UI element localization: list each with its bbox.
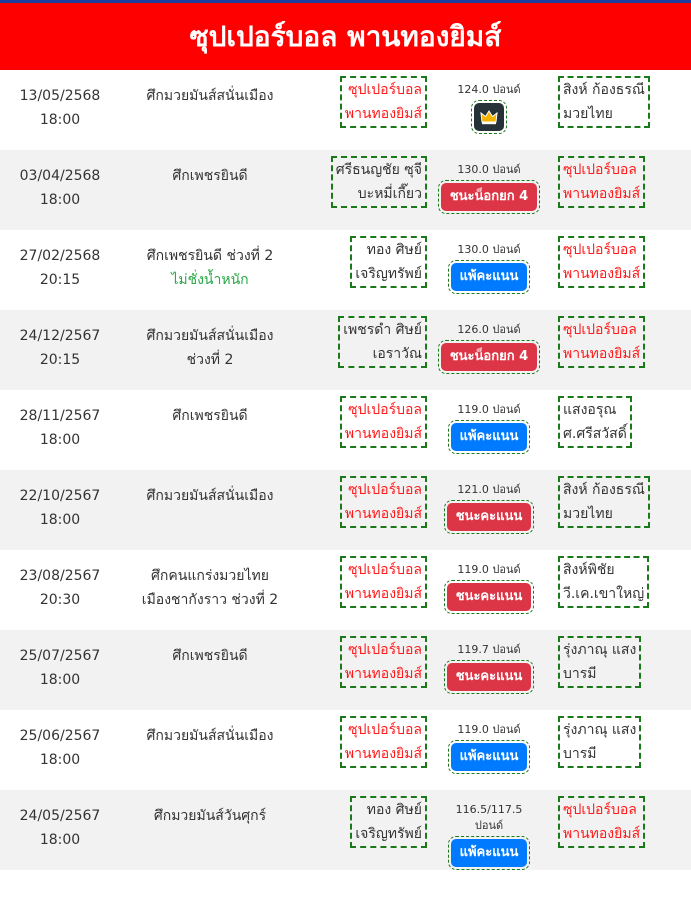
fight-date: 22/10/2567 <box>19 488 101 504</box>
fight-datetime <box>0 244 120 292</box>
fighter-left-text: ซุปเปอร์บอล <box>348 482 422 498</box>
fighter-right-text: แสงอรุณ <box>563 402 617 418</box>
fighter-left-line <box>370 342 425 366</box>
event-title: ศึกมวยมันส์สนั่นเมือง <box>146 88 274 104</box>
fighter-right-text: พานทองยิมส์ <box>563 266 641 282</box>
fighter-left-line <box>342 502 425 526</box>
event-name <box>120 644 300 668</box>
event-title: ศึกเพชรยินดี ช่วงที่ 2 <box>146 248 274 264</box>
fighter-right-line <box>560 478 648 502</box>
fighter-right-line <box>560 398 619 422</box>
fight-date: 25/07/2567 <box>19 648 101 664</box>
fighter-right[interactable] <box>560 558 647 606</box>
fighter-left-text: ซุปเปอร์บอล <box>348 722 422 738</box>
result-badge-frame <box>448 836 531 870</box>
result-badge-frame <box>438 340 540 374</box>
fighter-left-line <box>364 238 425 262</box>
fighter-right-text: วี.เค.เขาใหญ่ <box>563 586 645 602</box>
fight-time: 18:00 <box>39 512 81 528</box>
table-row <box>0 630 691 710</box>
event-name <box>120 404 300 428</box>
table-row <box>0 230 691 310</box>
fighter-right-text: ซุปเปอร์บอล <box>563 802 637 818</box>
table-row <box>0 710 691 790</box>
fighter-right-text: พานทองยิมส์ <box>563 826 641 842</box>
fighter-left[interactable] <box>352 238 425 286</box>
fighter-left[interactable] <box>333 158 425 206</box>
result-badge[interactable]: แพ้คะแนน <box>451 743 528 771</box>
fighter-left-line <box>345 558 425 582</box>
table-row <box>0 550 691 630</box>
fight-datetime <box>0 724 120 772</box>
event-name <box>120 564 300 612</box>
fight-datetime <box>0 164 120 212</box>
fight-result <box>435 802 543 870</box>
fighter-left-line <box>352 262 425 286</box>
fight-time: 18:00 <box>39 832 81 848</box>
fight-result <box>435 242 543 294</box>
event-title: ศึกมวยมันส์สนั่นเมือง <box>146 328 274 344</box>
fighter-right-line <box>560 158 640 182</box>
fighter-right-line <box>560 342 643 366</box>
fighter-left-line <box>340 318 425 342</box>
fight-datetime <box>0 404 120 452</box>
fight-datetime <box>0 484 120 532</box>
fight-datetime <box>0 564 120 612</box>
fighter-right-line <box>560 102 616 126</box>
event-name <box>120 164 300 188</box>
fighter-right[interactable] <box>560 798 643 846</box>
weight-label: 119.7 ปอนด์ <box>457 643 521 656</box>
fighter-right-text: พานทองยิมส์ <box>563 186 641 202</box>
champion-badge[interactable] <box>474 103 504 131</box>
fighter-left-line <box>364 798 425 822</box>
fight-result <box>435 562 543 614</box>
fighter-right[interactable] <box>560 398 630 446</box>
weight-label: 124.0 ปอนด์ <box>457 83 521 96</box>
event-title: ศึกมวยมันส์วันศุกร์ <box>153 808 267 824</box>
fighter-right-text: บารมี <box>563 666 597 682</box>
fighter-right-text: พานทองยิมส์ <box>563 346 641 362</box>
fight-date: 23/08/2567 <box>19 568 101 584</box>
fighter-right-line <box>560 798 640 822</box>
fight-time: 18:00 <box>39 752 81 768</box>
fighter-left[interactable] <box>342 78 425 126</box>
fighter-right-text: ซุปเปอร์บอล <box>563 162 637 178</box>
fighter-left-line <box>345 398 425 422</box>
table-row <box>0 150 691 230</box>
fighter-left[interactable] <box>342 718 425 766</box>
result-badge-frame <box>444 660 535 694</box>
fighter-left[interactable] <box>342 638 425 686</box>
event-name <box>120 804 300 828</box>
fighter-right-text: บารมี <box>563 746 597 762</box>
fighter-left-text: ซุปเปอร์บอล <box>348 642 422 658</box>
result-badge-frame <box>444 580 535 614</box>
fighter-right-line <box>560 422 630 446</box>
event-title: ศึกเพชรยินดี <box>172 648 248 664</box>
fight-time: 20:30 <box>39 592 81 608</box>
fighter-left-text: เจริญทรัพย์ <box>355 826 422 842</box>
fight-date: 13/05/2568 <box>19 88 101 104</box>
fighter-left-line <box>355 182 425 206</box>
fight-date: 28/11/2567 <box>19 408 101 424</box>
fighter-left-text: ซุปเปอร์บอล <box>348 402 422 418</box>
fighter-left-text: เพชรดำ ศิษย์ <box>343 322 422 338</box>
fighter-right-text: รุ่งภาณุ แสง <box>563 642 637 658</box>
fighter-left-text: ทอง ศิษย์ <box>366 242 422 258</box>
fighter-right[interactable] <box>560 78 648 126</box>
fighter-right-text: สิงห์ ก้องธรณี <box>563 482 645 498</box>
fighter-right[interactable] <box>560 638 639 686</box>
fighter-right-text: สิงห์ ก้องธรณี <box>563 82 645 98</box>
fighter-right-text: มวยไทย <box>563 106 613 122</box>
fighter-left-line <box>342 102 425 126</box>
fight-result <box>435 482 543 534</box>
fight-time: 18:00 <box>39 672 81 688</box>
page-title: ซุปเปอร์บอล พานทองยิมส์ <box>0 3 691 70</box>
weight-label: 116.5/117.5 <box>455 803 523 816</box>
weight-label: 126.0 ปอนด์ <box>457 323 521 336</box>
weight-label: 130.0 ปอนด์ <box>457 163 521 176</box>
fight-time: 18:00 <box>39 432 81 448</box>
fight-date: 24/05/2567 <box>19 808 101 824</box>
fighter-left-line <box>342 662 425 686</box>
fight-datetime <box>0 324 120 372</box>
fighter-right-text: ซุปเปอร์บอล <box>563 242 637 258</box>
result-badge[interactable]: ชนะคะแนน <box>447 583 532 611</box>
event-title-line2: เมืองชากังราว ช่วงที่ 2 <box>141 592 279 608</box>
weight-label: 130.0 ปอนด์ <box>457 243 521 256</box>
fight-result <box>435 642 543 694</box>
fighter-right-line <box>560 662 600 686</box>
table-row <box>0 390 691 470</box>
event-title-line2: ช่วงที่ 2 <box>186 352 234 368</box>
result-badge[interactable]: ชนะน็อกยก 4 <box>441 183 537 211</box>
fighter-left-text: พานทองยิมส์ <box>344 506 422 522</box>
fighter-left-line <box>345 718 425 742</box>
fighter-left-text: พานทองยิมส์ <box>344 106 422 122</box>
table-row <box>0 70 691 150</box>
fight-result <box>435 402 543 454</box>
fight-date: 27/02/2568 <box>19 248 101 264</box>
crown-icon <box>480 109 498 124</box>
weight-label: 119.0 ปอนด์ <box>457 403 521 416</box>
fight-time: 18:00 <box>39 192 81 208</box>
fighter-right-line <box>560 238 640 262</box>
fighter-right[interactable] <box>560 238 643 286</box>
fighter-left-text: พานทองยิมส์ <box>344 666 422 682</box>
fighter-right-text: รุ่งภาณุ แสง <box>563 722 637 738</box>
fighter-left-text: ศรีธนญชัย ซุจี <box>335 162 422 178</box>
fighter-right-line <box>560 502 616 526</box>
fight-result <box>435 722 543 774</box>
weight-label: 119.0 ปอนด์ <box>457 723 521 736</box>
fighter-right[interactable] <box>560 718 639 766</box>
fighter-left-text: พานทองยิมส์ <box>344 746 422 762</box>
event-title: ศึกมวยมันส์สนั่นเมือง <box>146 488 274 504</box>
fighter-left-text: ซุปเปอร์บอล <box>348 562 422 578</box>
fight-datetime <box>0 804 120 852</box>
result-badge[interactable]: แพ้คะแนน <box>451 839 528 867</box>
weight-label: 121.0 ปอนด์ <box>457 483 521 496</box>
fighter-left-line <box>342 742 425 766</box>
event-note: ไม่ชั่งน้ำหนัก <box>171 272 249 288</box>
fighter-left-text: เอราวัณ <box>372 346 422 362</box>
result-badge-frame <box>448 260 531 294</box>
fighter-left[interactable] <box>342 558 425 606</box>
fighter-left[interactable] <box>340 318 425 366</box>
fighter-right-text: สิงห์พิชัย <box>563 562 615 578</box>
fighter-left-text: ทอง ศิษย์ <box>366 802 422 818</box>
fighter-right[interactable] <box>560 158 643 206</box>
result-badge-frame <box>471 100 507 134</box>
fight-time: 20:15 <box>39 352 81 368</box>
event-title: ศึกเพชรยินดี <box>172 168 248 184</box>
result-badge-frame <box>448 420 531 454</box>
event-name <box>120 724 300 748</box>
fighter-right-line <box>560 182 643 206</box>
weight-label: 119.0 ปอนด์ <box>457 563 521 576</box>
event-title: ศึกเพชรยินดี <box>172 408 248 424</box>
fighter-left[interactable] <box>342 398 425 446</box>
fight-result <box>435 322 543 374</box>
fight-date: 25/06/2567 <box>19 728 101 744</box>
table-row <box>0 470 691 550</box>
fighter-right-text: ศ.ศรีสวัสดิ์ <box>563 426 627 442</box>
fighter-right-line <box>560 78 648 102</box>
fighter-right-line <box>560 262 643 286</box>
fighter-left-line <box>342 582 425 606</box>
result-badge[interactable]: ชนะน็อกยก 4 <box>441 343 537 371</box>
fighter-right[interactable] <box>560 318 643 366</box>
event-name <box>120 84 300 108</box>
fighter-right-line <box>560 638 639 662</box>
fighter-left-line <box>345 478 425 502</box>
event-name <box>120 484 300 508</box>
result-badge[interactable]: ชนะคะแนน <box>447 663 532 691</box>
result-badge-frame <box>448 740 531 774</box>
result-badge-frame <box>438 180 540 214</box>
fighter-right-line <box>560 742 600 766</box>
fighter-right-line <box>560 582 647 606</box>
fighter-left[interactable] <box>352 798 425 846</box>
table-row <box>0 790 691 870</box>
fighter-left-line <box>352 822 425 846</box>
event-name <box>120 244 300 292</box>
event-title: ศึกคนแกร่งมวยไทย <box>151 568 269 584</box>
fighter-left[interactable] <box>342 478 425 526</box>
fight-datetime <box>0 644 120 692</box>
fight-date: 24/12/2567 <box>19 328 101 344</box>
fighter-left-text: เจริญทรัพย์ <box>355 266 422 282</box>
fighter-right-text: ซุปเปอร์บอล <box>563 322 637 338</box>
event-name <box>120 324 300 372</box>
weight-unit: ปอนด์ <box>474 819 504 832</box>
fighter-right-line <box>560 558 618 582</box>
fighter-right-text: มวยไทย <box>563 506 613 522</box>
fight-time: 20:15 <box>39 272 81 288</box>
fighter-left-text: พานทองยิมส์ <box>344 586 422 602</box>
fighter-left-line <box>345 638 425 662</box>
fighter-right-line <box>560 718 639 742</box>
fighter-left-text: พานทองยิมส์ <box>344 426 422 442</box>
result-badge[interactable]: ชนะคะแนน <box>447 503 532 531</box>
fight-date: 03/04/2568 <box>19 168 101 184</box>
fight-result <box>435 162 543 214</box>
result-badge-frame <box>444 500 535 534</box>
fighter-right[interactable] <box>560 478 648 526</box>
fight-result <box>435 82 543 134</box>
table-row <box>0 310 691 390</box>
result-badge[interactable]: แพ้คะแนน <box>451 423 528 451</box>
fighter-left-text: ซุปเปอร์บอล <box>348 82 422 98</box>
fighter-right-line <box>560 822 643 846</box>
event-title: ศึกมวยมันส์สนั่นเมือง <box>146 728 274 744</box>
fighter-left-line <box>333 158 425 182</box>
fighter-left-text: บะหมี่เกี๊ยว <box>357 186 422 202</box>
fight-list <box>0 70 691 870</box>
fighter-left-line <box>342 422 425 446</box>
fight-time: 18:00 <box>39 112 81 128</box>
result-badge[interactable]: แพ้คะแนน <box>451 263 528 291</box>
fighter-left-line <box>345 78 425 102</box>
fight-datetime <box>0 84 120 132</box>
fighter-right-line <box>560 318 640 342</box>
